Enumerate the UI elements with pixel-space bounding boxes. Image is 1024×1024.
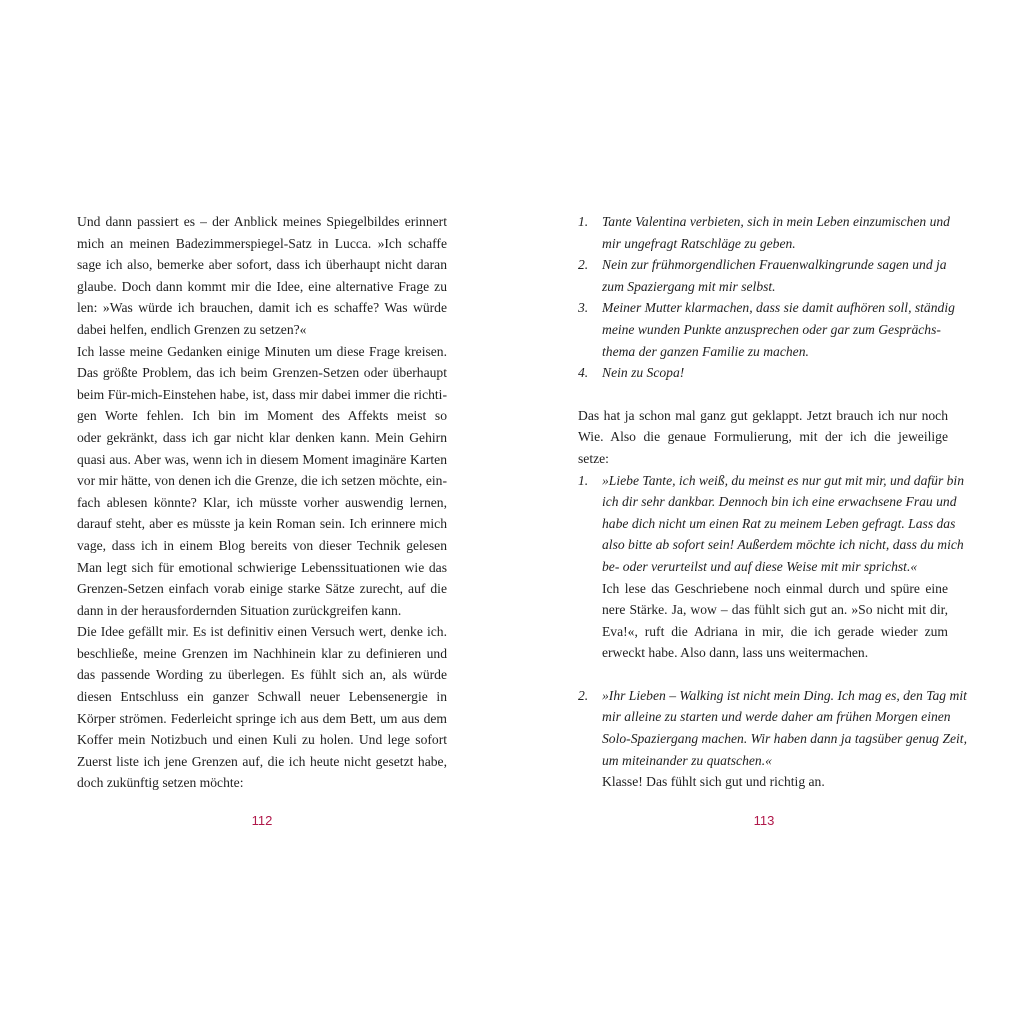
list-line: Tante Valentina verbieten, sich in mein Leben einzumischen und xyxy=(602,214,950,229)
quote-line: also bitte ab sofort sein! Außerdem möchte ich nicht, dass du mich xyxy=(602,537,964,553)
spacer xyxy=(578,384,948,405)
body-line: darauf steht, aber es müsste ja kein Roman sein. Ich erinnere mich xyxy=(77,516,447,532)
body-line: dann in der herausfordernden Situation zurückgreifen kann. xyxy=(77,602,402,618)
body-line: sage ich also, bemerke aber sofort, dass ich überhaupt nicht daran xyxy=(77,257,447,273)
body-line: Ich lasse meine Gedanken einige Minuten um diese Frage kreisen. xyxy=(77,343,447,359)
body-line: len: »Was würde ich brauchen, damit ich es schaffe? Was würde xyxy=(77,300,447,316)
body-line: Man legt sich für emotional schwierige Lebenssituationen wie das xyxy=(77,559,447,575)
list-number: 4. xyxy=(578,365,589,381)
list-item xyxy=(578,362,948,384)
body-line: Das größte Problem, das ich beim Grenzen-Setzen oder überhaupt xyxy=(77,365,447,381)
list-number: 1. xyxy=(578,472,589,488)
quote-line: habe dich nicht um einen Rat zu meinem Leben gefragt. Lass das xyxy=(602,515,956,531)
body-line: Grenzen-Setzen einfach vorab einige starke Sätze zurecht, auf die xyxy=(77,581,447,597)
body-line: Die Idee gefällt mir. Es ist definitiv einen Versuch wert, denke ich. xyxy=(77,624,447,640)
body-line: vage, dass ich in einem Blog bereits von dieser Technik gelesen xyxy=(77,537,447,553)
list-number: 3. xyxy=(578,300,589,316)
quote-line: um miteinander zu quatschen.« xyxy=(602,752,772,768)
list-line: zum Spaziergang mit mir selbst. xyxy=(602,278,776,294)
right-body-text xyxy=(578,211,967,793)
list-item xyxy=(578,470,964,664)
body-line: Eva!«, ruft die Adriana in mir, die ich gerade wieder zum xyxy=(602,623,948,639)
body-line: doch zukünftig setzen möchte: xyxy=(77,775,244,791)
body-line: Koffer mein Notizbuch und einen Kuli zu holen. Und lege sofort xyxy=(77,732,447,748)
list-item xyxy=(578,685,967,793)
body-line: Wie. Also die genaue Formulierung, mit der ich die jeweilige xyxy=(578,429,948,445)
body-line: Klasse! Das fühlt sich gut und richtig an. xyxy=(602,774,825,790)
list-line: mir ungefragt Ratschläge zu geben. xyxy=(602,235,796,251)
body-line: dabei helfen, endlich Grenzen zu setzen?« xyxy=(77,321,307,337)
quote-line: »Liebe Tante, ich weiß, du meinst es nur gut mit mir, und dafür bin xyxy=(602,472,964,488)
list-line: Nein zu Scopa! xyxy=(602,365,685,381)
list-line: Meiner Mutter klarmachen, dass sie damit aufhören soll, ständig xyxy=(602,300,955,316)
list-line: meine wunden Punkte anzusprechen oder gar zum Gesprächs- xyxy=(602,321,941,337)
body-line: setze: xyxy=(578,450,609,466)
body-line: Körper strömen. Federleicht springe ich aus dem Bett, um aus dem xyxy=(77,710,447,726)
body-line: erweckt habe. Also dann, lass uns weitermachen. xyxy=(602,645,869,661)
list-item xyxy=(578,254,948,297)
body-line: nere Stärke. Ja, wow – das fühlt sich gut an. »So nicht mit dir, xyxy=(602,602,948,618)
right-page xyxy=(512,0,1024,1024)
body-line: mich an meinen Badezimmerspiegel-Satz in Lucca. »Ich schaffe xyxy=(77,235,447,251)
quote-line: mir alleine zu starten und werde daher am frühen Morgen einen xyxy=(602,709,951,725)
body-line: fach ablesen könnte? Klar, ich müsste vorher auswendig lernen, xyxy=(77,494,447,510)
list-line: Nein zur frühmorgendlichen Frauenwalkingrunde sagen und ja xyxy=(602,257,947,273)
body-line: beim Für-mich-Einstehen habe, ist, dass mir dabei immer die richti- xyxy=(77,386,447,402)
body-line: Das hat ja schon mal ganz gut geklappt. Jetzt brauch ich nur noch xyxy=(578,407,948,423)
spacer xyxy=(578,664,948,685)
body-line: oder gekränkt, dass ich gar nicht klar denken kann. Mein Gehirn xyxy=(77,429,447,445)
body-line: gen Worte fehlen. Ich bin im Moment des Affekts meist so xyxy=(77,408,447,424)
quote-line: »Ihr Lieben – Walking ist nicht mein Ding. Ich mag es, den Tag mit xyxy=(602,687,967,703)
body-line: diesen Entschluss ein ganzer Schwall neuer Lebensenergie in xyxy=(77,689,447,705)
body-line: beschließe, meine Grenzen im Nachhinein klar zu definieren und xyxy=(77,645,447,661)
body-line: Zuerst liste ich jene Grenzen auf, die ich heute nicht gesetzt habe, xyxy=(77,753,447,769)
page-number-left: 112 xyxy=(251,813,273,828)
list-number: 2. xyxy=(578,687,589,703)
body-line: Und dann passiert es – der Anblick meines Spiegelbildes erinnert xyxy=(77,214,447,229)
page-number-right: 113 xyxy=(753,813,775,828)
body-line: glaube. Doch dann kommt mir die Idee, eine alternative Frage zu xyxy=(77,278,447,294)
list-line: thema der ganzen Familie zu machen. xyxy=(602,343,809,359)
body-line: das passende Wording zu überlegen. Es fühlt sich an, als würde xyxy=(77,667,447,683)
list-item xyxy=(578,211,948,254)
quote-line: Solo-Spaziergang machen. Wir haben dann ja tagsüber genug Zeit, xyxy=(602,731,967,747)
left-body-text xyxy=(77,211,447,794)
list-number: 1. xyxy=(578,214,589,229)
list-item xyxy=(578,297,955,362)
body-line: Ich lese das Geschriebene noch einmal durch und spüre eine xyxy=(602,580,948,596)
body-line: vor mir hätte, von denen ich die Grenze, die ich setzen möchte, ein- xyxy=(77,473,447,489)
quote-line: ich dir sehr dankbar. Dennoch bin ich eine erwachsene Frau und xyxy=(602,494,957,510)
list-number: 2. xyxy=(578,257,589,273)
quote-line: be- oder verurteilst und auf diese Weise mit mir sprichst.« xyxy=(602,558,918,574)
body-line: quasi aus. Aber was, wenn ich in diesem Moment imaginäre Karten xyxy=(77,451,447,467)
